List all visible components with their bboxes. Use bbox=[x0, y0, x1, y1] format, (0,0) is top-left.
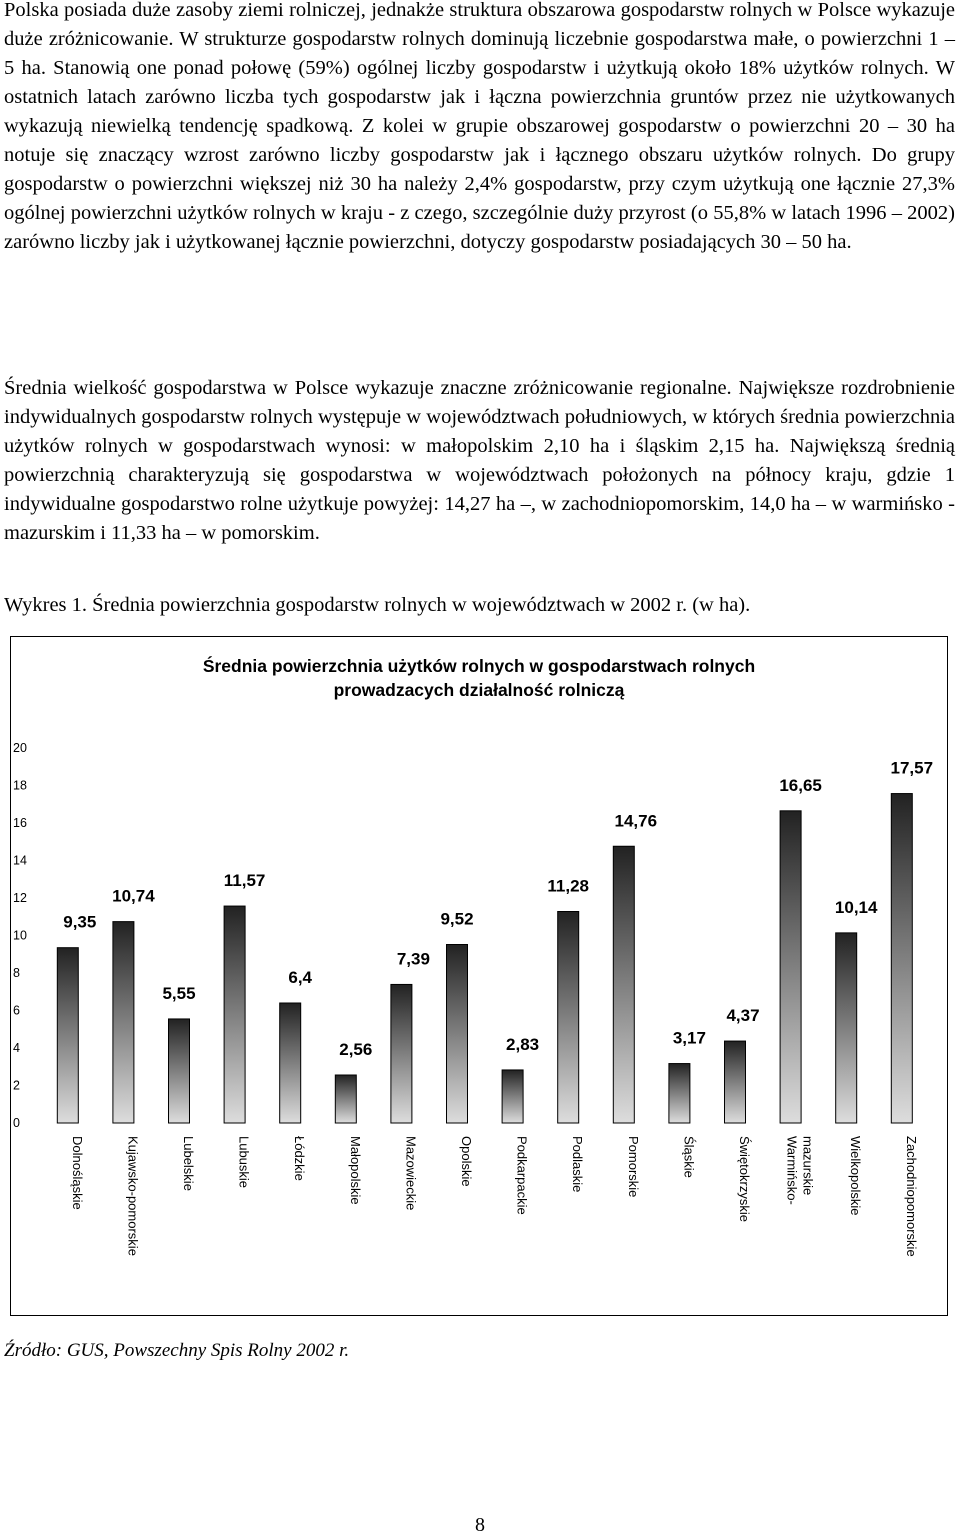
y-tick-label: 6 bbox=[13, 1003, 20, 1018]
bar bbox=[224, 906, 245, 1123]
category-label: Mazowieckie bbox=[403, 1136, 419, 1211]
bar bbox=[891, 794, 912, 1123]
y-tick-label: 0 bbox=[13, 1116, 20, 1130]
category-label: Pomorskie bbox=[625, 1136, 641, 1198]
bar bbox=[558, 912, 579, 1124]
y-tick-label: 18 bbox=[13, 778, 27, 793]
y-tick-label: 8 bbox=[13, 966, 20, 980]
y-tick-label: 12 bbox=[13, 891, 27, 905]
bar bbox=[391, 984, 412, 1123]
category-label: Opolskie bbox=[459, 1136, 474, 1187]
data-label: 11,28 bbox=[547, 876, 590, 896]
data-label: 4,37 bbox=[726, 1006, 760, 1026]
category-label: Śląskie bbox=[681, 1136, 697, 1178]
category-label: Podkarpackie bbox=[514, 1136, 530, 1215]
category-label: Zachodniopomorskie bbox=[903, 1136, 919, 1257]
bar bbox=[780, 811, 801, 1123]
bar bbox=[113, 922, 134, 1123]
bar bbox=[502, 1070, 523, 1123]
data-label: 9,52 bbox=[440, 909, 474, 929]
data-label: 16,65 bbox=[779, 775, 822, 795]
data-label: 7,39 bbox=[396, 949, 430, 969]
category-label: Warmińsko- bbox=[784, 1136, 800, 1205]
data-label: 17,57 bbox=[890, 758, 934, 778]
y-tick-label: 14 bbox=[13, 853, 27, 868]
category-label: Lubuskie bbox=[236, 1136, 252, 1189]
data-label: 2,56 bbox=[339, 1040, 373, 1059]
data-label: 2,83 bbox=[506, 1034, 540, 1054]
data-label: 10,14 bbox=[834, 897, 878, 917]
bar bbox=[447, 945, 468, 1124]
data-label: 6,4 bbox=[288, 968, 313, 987]
y-axis-ticks bbox=[13, 741, 27, 1130]
paragraph-farm-structure: Polska posiada duże zasoby ziemi rolniczej, jednakże struktura obszarowa gospodarstw rolnych w Polsce wykazuje duże zróżnicowanie. W strukturze gospodarstw rolnych dominują liczebnie gospodarstwa małe, o powierzchni 1 – 5 ha. Stanowią one ponad połowę (59%) ogólnej liczby gospodarstw i użytkują około 18% użytków rolnych. W ostatnich latach zarówno liczba tych gospodarstw jak i łączna powierzchnia gruntów przez nie użytkowanych wykazują niewielką tendencję spadkową. Z kolei w grupie obszarowej gospodarstw o powierzchni 20 – 30 ha notuje się znaczący wzrost zarówno liczby gospodarstw jak i łącznego obszaru użytków rolnych. Do grupy gospodarstw o powierzchni większej niż 30 ha należy 2,4% gospodarstw, przy czym użytkują one łącznie 27,3% ogólnej powierzchni użytków rolnych w kraju - z czego, szczególnie duży przyrost (o 55,8% w latach 1996 – 2002) zarówno liczby jak i użytkowanej łącznie powierzchni, dotyczy gospodarstw posiadających 30 – 50 ha. bbox=[4, 0, 955, 253]
bar bbox=[169, 1019, 190, 1123]
page-number: 8 bbox=[475, 1514, 485, 1536]
data-label: 5,55 bbox=[162, 983, 196, 1003]
bar bbox=[669, 1064, 690, 1123]
bar bbox=[335, 1075, 356, 1123]
category-label: Dolnośląskie bbox=[69, 1136, 85, 1210]
value-labels-group bbox=[63, 759, 933, 1059]
category-label: Świętokrzyskie bbox=[737, 1136, 752, 1222]
y-tick-label: 10 bbox=[13, 928, 27, 943]
category-labels-group bbox=[70, 1136, 919, 1257]
y-tick-label: 20 bbox=[13, 741, 27, 755]
data-label: 3,17 bbox=[672, 1028, 706, 1048]
y-tick-label: 4 bbox=[13, 1041, 20, 1055]
source-note: Źródło: GUS, Powszechny Spis Rolny 2002 r. bbox=[4, 1340, 350, 1361]
data-label: 9,35 bbox=[63, 912, 97, 932]
bar bbox=[57, 948, 78, 1123]
data-label: 11,57 bbox=[223, 871, 266, 891]
bar bbox=[613, 846, 634, 1123]
category-label: Podlaskie bbox=[570, 1136, 586, 1193]
chart-title-line-2: prowadzacych działalność rolniczą bbox=[333, 680, 625, 700]
data-label: 14,76 bbox=[614, 811, 658, 831]
bar bbox=[280, 1003, 301, 1123]
y-tick-label: 2 bbox=[13, 1078, 20, 1093]
data-label: 10,74 bbox=[112, 886, 155, 906]
category-label: Lubelskie bbox=[181, 1136, 196, 1191]
category-label: Kujawsko-pomorskie bbox=[125, 1136, 141, 1256]
bar bbox=[836, 933, 857, 1123]
bar bbox=[725, 1041, 746, 1123]
category-label: Łódzkie bbox=[292, 1136, 308, 1181]
figure-caption: Wykres 1. Średnia powierzchnia gospodarstw rolnych w województwach w 2002 r. (w ha). bbox=[4, 594, 751, 616]
paragraph-regional-differences: Średnia wielkość gospodarstwa w Polsce wykazuje znaczne zróżnicowanie regionalne. Największe rozdrobnienie indywidualnych gospodarstw rolnych występuje w województwach południowych, w których średnia powierzchnia użytków rolnych w gospodarstwach wynosi: w małopolskim 2,10 ha i śląskim 2,15 ha. Największą średnią powierzchnią charakteryzują się gospodarstwa w województwach położonych na północy kraju, gdzie 1 indywidualne gospodarstwo rolne użytkuje powyżej: 14,27 ha –, w zachodniopomorskim, 14,0 ha – w warmińsko - mazurskim i 11,33 ha – w pomorskim. bbox=[4, 377, 955, 544]
bars-group bbox=[57, 794, 912, 1123]
y-tick-label: 16 bbox=[13, 816, 27, 830]
category-label: mazurskie bbox=[800, 1136, 816, 1196]
chart-title-line-1: Średnia powierzchnia użytków rolnych w gospodarstwach rolnych bbox=[202, 656, 756, 676]
category-label: Wielkopolskie bbox=[848, 1136, 864, 1216]
category-label: Małopolskie bbox=[347, 1136, 363, 1205]
